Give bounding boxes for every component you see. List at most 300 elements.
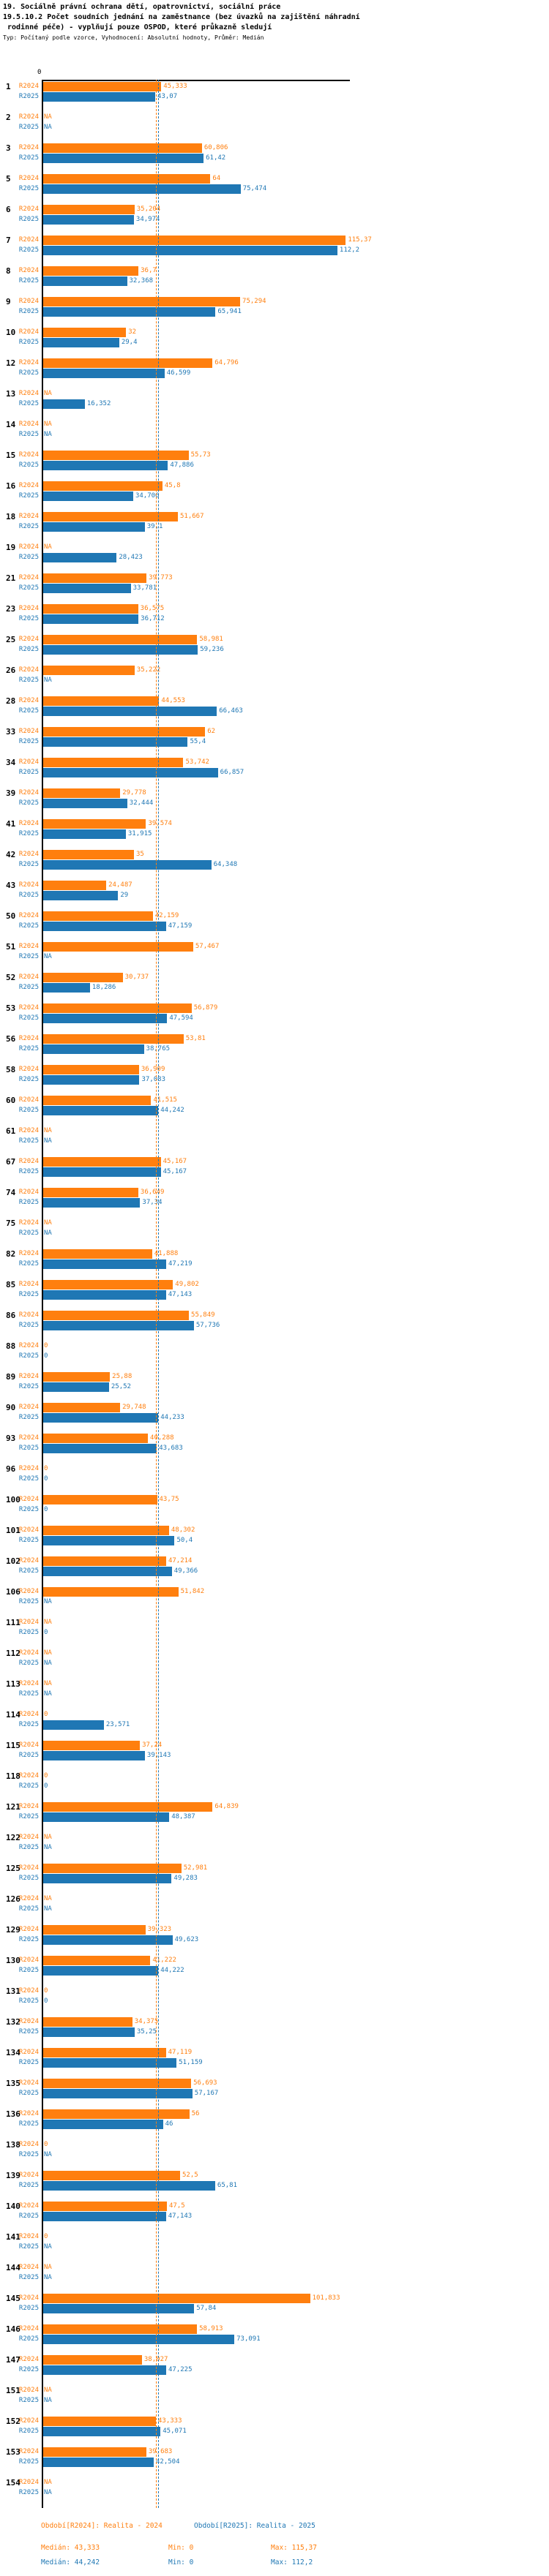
series-label: R2025 (18, 1844, 39, 1851)
series-label: R2025 (18, 1629, 39, 1636)
bar-group-139 (0, 2170, 549, 2191)
series-label: R2025 (18, 1567, 39, 1575)
series-row-r2024 (0, 173, 549, 184)
bar-group-9 (0, 296, 549, 317)
bar-r2025 (42, 338, 119, 347)
bar-r2024 (42, 2048, 166, 2057)
value-label: 55,73 (190, 451, 211, 459)
value-label: NA (44, 421, 52, 428)
value-label: 42,159 (154, 912, 179, 919)
series-label: R2025 (18, 1752, 39, 1759)
series-row-r2024 (0, 265, 549, 276)
value-label: 36,909 (141, 1066, 165, 1073)
series-label: R2025 (18, 1782, 39, 1790)
series-row-r2024 (0, 1617, 549, 1627)
bar-r2025 (42, 2458, 154, 2467)
bar-group-50 (0, 911, 549, 931)
bar-r2025 (42, 1167, 161, 1177)
series-label: R2024 (18, 1281, 39, 1288)
row-number: 51 (6, 941, 16, 952)
value-label: NA (44, 1229, 52, 1237)
series-row-r2024 (0, 1433, 549, 1443)
series-row-r2024 (0, 1556, 549, 1566)
series-row-r2025 (0, 1412, 549, 1423)
row-number: 131 (6, 1986, 20, 1996)
series-label: R2025 (18, 277, 39, 285)
value-label: 46,599 (166, 369, 191, 377)
bar-r2025 (42, 1444, 157, 1453)
value-label: 0 (44, 1629, 48, 1636)
series-label: R2024 (18, 1895, 39, 1902)
row-number: 28 (6, 696, 16, 706)
series-row-r2025 (0, 1320, 549, 1330)
value-label: 35,204 (136, 206, 161, 213)
series-row-r2024 (0, 2016, 549, 2027)
bar-group-136 (0, 2109, 549, 2129)
bar-group-126 (0, 1894, 549, 1914)
bar-r2024 (42, 236, 346, 245)
series-label: R2025 (18, 1813, 39, 1820)
row-number: 101 (6, 1525, 20, 1535)
row-number: 58 (6, 1064, 16, 1074)
value-label: 18,286 (92, 984, 116, 991)
row-number: 130 (6, 1955, 20, 1965)
bar-r2025 (42, 707, 217, 716)
bar-group-134 (0, 2047, 549, 2068)
value-label: 58,981 (199, 636, 223, 643)
bar-r2025 (42, 215, 134, 225)
chart-title-line2: 19.5.10.2 Počet soudních jednání na zaměstnance (bez úvazků na zajištění náhradní (3, 13, 360, 21)
series-row-r2025 (0, 1658, 549, 1668)
series-row-r2024 (0, 1003, 549, 1013)
value-label: 39,323 (147, 1926, 172, 1933)
bar-r2025 (42, 1075, 139, 1085)
bar-r2024 (42, 1556, 166, 1566)
series-label: R2024 (18, 1465, 39, 1472)
row-number: 115 (6, 1740, 20, 1750)
row-number: 21 (6, 573, 16, 583)
value-label: NA (44, 1834, 52, 1841)
row-number: 135 (6, 2078, 20, 2088)
series-label: R2025 (18, 1107, 39, 1114)
bar-r2025 (42, 1966, 158, 1976)
value-label: 57,736 (195, 1322, 220, 1329)
series-row-r2024 (0, 1064, 549, 1074)
bar-r2024 (42, 1741, 140, 1750)
bar-group-75 (0, 1218, 549, 1238)
row-number: 23 (6, 603, 16, 614)
bar-r2024 (42, 758, 183, 767)
row-number: 33 (6, 726, 16, 737)
bar-group-138 (0, 2139, 549, 2160)
bar-r2025 (42, 276, 127, 286)
series-label: R2024 (18, 482, 39, 489)
bar-r2024 (42, 911, 153, 921)
series-row-r2024 (0, 1801, 549, 1812)
bar-r2025 (42, 922, 166, 931)
series-row-r2024 (0, 818, 549, 829)
value-label: 0 (44, 1342, 48, 1349)
bar-r2024 (42, 451, 189, 460)
value-label: 115,37 (348, 236, 372, 244)
value-label: 44,242 (160, 1107, 184, 1114)
series-row-r2024 (0, 634, 549, 644)
series-label: R2025 (18, 922, 39, 930)
series-label: R2024 (18, 1434, 39, 1442)
value-label: 41,515 (153, 1096, 177, 1104)
value-label: 44,233 (160, 1414, 184, 1421)
series-label: R2025 (18, 1322, 39, 1329)
row-number: 88 (6, 1341, 16, 1351)
bar-group-34 (0, 757, 549, 777)
value-label: 47,143 (168, 2212, 193, 2220)
series-row-r2024 (0, 481, 549, 491)
series-row-r2025 (0, 1105, 549, 1115)
series-label: R2024 (18, 328, 39, 336)
row-number: 136 (6, 2109, 20, 2119)
series-row-r2024 (0, 2170, 549, 2180)
row-number: 138 (6, 2139, 20, 2150)
bar-group-82 (0, 1249, 549, 1269)
bar-group-51 (0, 941, 549, 962)
row-number: 12 (6, 358, 16, 368)
series-label: R2025 (18, 1260, 39, 1268)
value-label: 35 (136, 851, 144, 858)
series-label: R2025 (18, 462, 39, 469)
series-label: R2024 (18, 1127, 39, 1134)
series-row-r2025 (0, 2088, 549, 2098)
series-row-r2024 (0, 1464, 549, 1474)
bar-r2024 (42, 819, 146, 829)
series-label: R2024 (18, 2264, 39, 2271)
series-label: R2024 (18, 2202, 39, 2210)
series-row-r2025 (0, 1228, 549, 1238)
series-row-r2025 (0, 552, 549, 562)
bar-r2025 (42, 553, 116, 562)
series-row-r2024 (0, 2047, 549, 2057)
value-label: 101,833 (312, 2294, 340, 2302)
series-row-r2024 (0, 1986, 549, 1996)
series-label: R2024 (18, 2356, 39, 2363)
value-label: 0 (44, 1772, 48, 1780)
bar-r2024 (42, 205, 135, 214)
series-row-r2025 (0, 1812, 549, 1822)
bar-group-86 (0, 1310, 549, 1330)
bar-r2025 (42, 768, 218, 777)
bar-r2025 (42, 1044, 144, 1054)
stat-max-r2025: Max: 112,2 (271, 2558, 313, 2566)
bar-r2025 (42, 1321, 194, 1330)
series-row-r2025 (0, 1289, 549, 1300)
value-label: 44,553 (161, 697, 185, 704)
bar-r2025 (42, 1413, 158, 1423)
series-row-r2025 (0, 429, 549, 440)
series-row-r2025 (0, 1197, 549, 1208)
series-label: R2025 (18, 1475, 39, 1483)
series-row-r2024 (0, 81, 549, 91)
series-row-r2025 (0, 737, 549, 747)
bar-chart (0, 42, 549, 2513)
bar-group-10 (0, 327, 549, 347)
bar-group-130 (0, 1955, 549, 1976)
series-label: R2025 (18, 1137, 39, 1145)
value-label: 34,974 (135, 216, 160, 223)
row-number: 53 (6, 1003, 16, 1013)
value-label: 37,083 (141, 1076, 165, 1083)
series-row-r2024 (0, 1832, 549, 1842)
series-label: R2024 (18, 267, 39, 274)
bar-group-8 (0, 265, 549, 286)
x-axis-zero-tick: 0 (37, 69, 42, 76)
series-row-r2024 (0, 603, 549, 614)
bar-r2024 (42, 1003, 192, 1013)
bar-r2024 (42, 1495, 157, 1504)
series-row-r2024 (0, 1740, 549, 1750)
series-row-r2024 (0, 1863, 549, 1873)
series-label: R2024 (18, 113, 39, 121)
series-label: R2025 (18, 1045, 39, 1052)
bar-group-21 (0, 573, 549, 593)
bar-group-90 (0, 1402, 549, 1423)
series-label: R2025 (18, 677, 39, 684)
value-label: 42,504 (156, 2458, 180, 2466)
bar-r2024 (42, 1249, 152, 1259)
value-label: 29,748 (122, 1404, 146, 1411)
value-label: 62 (207, 728, 216, 735)
value-label: 43,683 (159, 1445, 183, 1452)
series-label: R2024 (18, 1373, 39, 1380)
series-row-r2024 (0, 1771, 549, 1781)
bar-r2024 (42, 727, 205, 737)
value-label: NA (44, 2397, 52, 2404)
bar-group-145 (0, 2293, 549, 2313)
series-label: R2024 (18, 144, 39, 151)
value-label: 25,88 (112, 1373, 132, 1380)
series-row-r2024 (0, 1279, 549, 1289)
value-label: 51,159 (179, 2059, 203, 2066)
bar-group-112 (0, 1648, 549, 1668)
series-label: R2024 (18, 2448, 39, 2455)
series-label: R2024 (18, 2172, 39, 2179)
bar-r2024 (42, 1034, 184, 1044)
value-label: 33,781 (132, 584, 157, 592)
value-label: 61,42 (206, 154, 226, 162)
series-label: R2025 (18, 861, 39, 868)
series-label: R2024 (18, 1803, 39, 1810)
series-row-r2024 (0, 235, 549, 245)
value-label: 112,2 (339, 246, 359, 254)
bar-r2024 (42, 1157, 161, 1167)
row-number: 26 (6, 665, 16, 675)
bar-r2025 (42, 645, 198, 655)
bar-group-19 (0, 542, 549, 562)
series-row-r2025 (0, 460, 549, 470)
row-number: 10 (6, 327, 16, 337)
series-row-r2024 (0, 573, 549, 583)
value-label: 38,765 (146, 1045, 171, 1052)
series-label: R2025 (18, 2489, 39, 2496)
value-label: 45,8 (164, 482, 181, 489)
series-label: R2024 (18, 1864, 39, 1872)
chart-subtitle: Typ: Počítaný podle vzorce, Vyhodnocení: Absolutní hodnoty, Průměr: Medián (3, 34, 264, 41)
series-label: R2025 (18, 1875, 39, 1882)
series-label: R2024 (18, 851, 39, 858)
bar-r2024 (42, 1434, 148, 1443)
series-row-r2025 (0, 2488, 549, 2498)
series-label: R2024 (18, 973, 39, 981)
series-label: R2024 (18, 758, 39, 766)
bar-group-39 (0, 788, 549, 808)
series-row-r2025 (0, 1044, 549, 1054)
row-number: 82 (6, 1249, 16, 1259)
bar-r2024 (42, 1280, 173, 1289)
series-label: R2024 (18, 636, 39, 643)
value-label: NA (44, 390, 52, 397)
series-label: R2024 (18, 2294, 39, 2302)
series-label: R2024 (18, 2079, 39, 2087)
value-label: 37,24 (142, 1741, 163, 1749)
series-row-r2025 (0, 1720, 549, 1730)
bar-group-151 (0, 2385, 549, 2406)
value-label: 34,375 (134, 2018, 159, 2025)
bar-r2025 (42, 891, 118, 900)
series-row-r2025 (0, 337, 549, 347)
bar-group-52 (0, 972, 549, 993)
row-number: 1 (6, 81, 11, 91)
value-label: 47,594 (169, 1014, 193, 1022)
value-label: 52,5 (182, 2172, 198, 2179)
bar-r2025 (42, 584, 131, 593)
series-row-r2024 (0, 788, 549, 798)
value-label: 46 (165, 2120, 173, 2128)
series-row-r2025 (0, 2426, 549, 2436)
series-label: R2025 (18, 2274, 39, 2281)
value-label: 55,4 (190, 738, 206, 745)
bar-group-12 (0, 358, 549, 378)
value-label: 64,839 (214, 1803, 239, 1810)
bar-r2024 (42, 2017, 132, 2027)
value-label: NA (44, 1680, 52, 1687)
series-label: R2025 (18, 523, 39, 530)
bar-group-41 (0, 818, 549, 839)
row-number: 118 (6, 1771, 20, 1781)
row-number: 152 (6, 2416, 20, 2426)
bar-r2024 (42, 1925, 146, 1935)
series-row-r2025 (0, 491, 549, 501)
value-label: 47,214 (168, 1557, 193, 1564)
row-number: 41 (6, 818, 16, 829)
value-label: NA (44, 2479, 52, 2486)
series-row-r2024 (0, 143, 549, 153)
series-row-r2024 (0, 1218, 549, 1228)
series-label: R2025 (18, 1168, 39, 1175)
series-row-r2025 (0, 767, 549, 777)
value-label: NA (44, 2243, 52, 2251)
series-row-r2024 (0, 849, 549, 859)
bar-r2025 (42, 154, 203, 163)
series-row-r2024 (0, 2139, 549, 2150)
value-label: NA (44, 2151, 52, 2158)
row-number: 50 (6, 911, 16, 921)
series-row-r2024 (0, 2385, 549, 2395)
series-row-r2024 (0, 1679, 549, 1689)
series-row-r2024 (0, 1709, 549, 1720)
series-label: R2024 (18, 421, 39, 428)
stat-max-r2024: Max: 115,37 (271, 2544, 317, 2552)
series-row-r2024 (0, 450, 549, 460)
value-label: NA (44, 1598, 52, 1605)
series-row-r2025 (0, 2027, 549, 2037)
value-label: NA (44, 1619, 52, 1626)
series-row-r2025 (0, 1382, 549, 1392)
value-label: 75,294 (242, 298, 266, 305)
bar-group-14 (0, 419, 549, 440)
bar-group-42 (0, 849, 549, 870)
series-row-r2025 (0, 1689, 549, 1699)
value-label: NA (44, 1127, 52, 1134)
series-label: R2024 (18, 1250, 39, 1257)
series-row-r2025 (0, 1842, 549, 1853)
bar-r2024 (42, 2447, 146, 2457)
bar-r2025 (42, 2427, 160, 2436)
value-label: NA (44, 2387, 52, 2394)
bar-r2024 (42, 942, 193, 952)
series-row-r2024 (0, 1494, 549, 1504)
series-row-r2025 (0, 1074, 549, 1085)
series-row-r2024 (0, 972, 549, 982)
series-label: R2025 (18, 554, 39, 561)
bar-r2024 (42, 1372, 110, 1382)
series-label: R2024 (18, 2049, 39, 2056)
value-label: 16,352 (86, 400, 111, 407)
series-row-r2024 (0, 1341, 549, 1351)
value-label: 36,649 (140, 1189, 165, 1196)
value-label: 51,842 (180, 1588, 205, 1595)
series-label: R2024 (18, 1926, 39, 1933)
series-row-r2025 (0, 2150, 549, 2160)
series-label: R2025 (18, 308, 39, 315)
value-label: 0 (44, 1475, 48, 1483)
series-label: R2025 (18, 830, 39, 837)
series-row-r2025 (0, 245, 549, 255)
series-row-r2024 (0, 2293, 549, 2303)
bar-r2024 (42, 1188, 138, 1197)
series-label: R2024 (18, 83, 39, 90)
series-row-r2025 (0, 583, 549, 593)
series-label: R2025 (18, 2059, 39, 2066)
bar-r2025 (42, 522, 145, 532)
bar-r2024 (42, 297, 240, 306)
series-row-r2024 (0, 358, 549, 368)
bar-r2024 (42, 266, 138, 276)
value-label: 35,25 (136, 2028, 157, 2035)
row-number: 16 (6, 481, 16, 491)
value-label: 57,467 (195, 943, 220, 950)
bar-group-60 (0, 1095, 549, 1115)
bar-r2025 (42, 1874, 171, 1883)
row-number: 106 (6, 1586, 20, 1597)
row-number: 19 (6, 542, 16, 552)
value-label: 29,778 (122, 789, 146, 796)
row-number: 146 (6, 2324, 20, 2334)
median-line-r2024 (156, 80, 157, 2508)
series-label: R2024 (18, 1219, 39, 1227)
series-label: R2024 (18, 697, 39, 704)
series-row-r2025 (0, 521, 549, 532)
row-number: 89 (6, 1371, 16, 1382)
value-label: 0 (44, 2233, 48, 2240)
bar-group-115 (0, 1740, 549, 1760)
